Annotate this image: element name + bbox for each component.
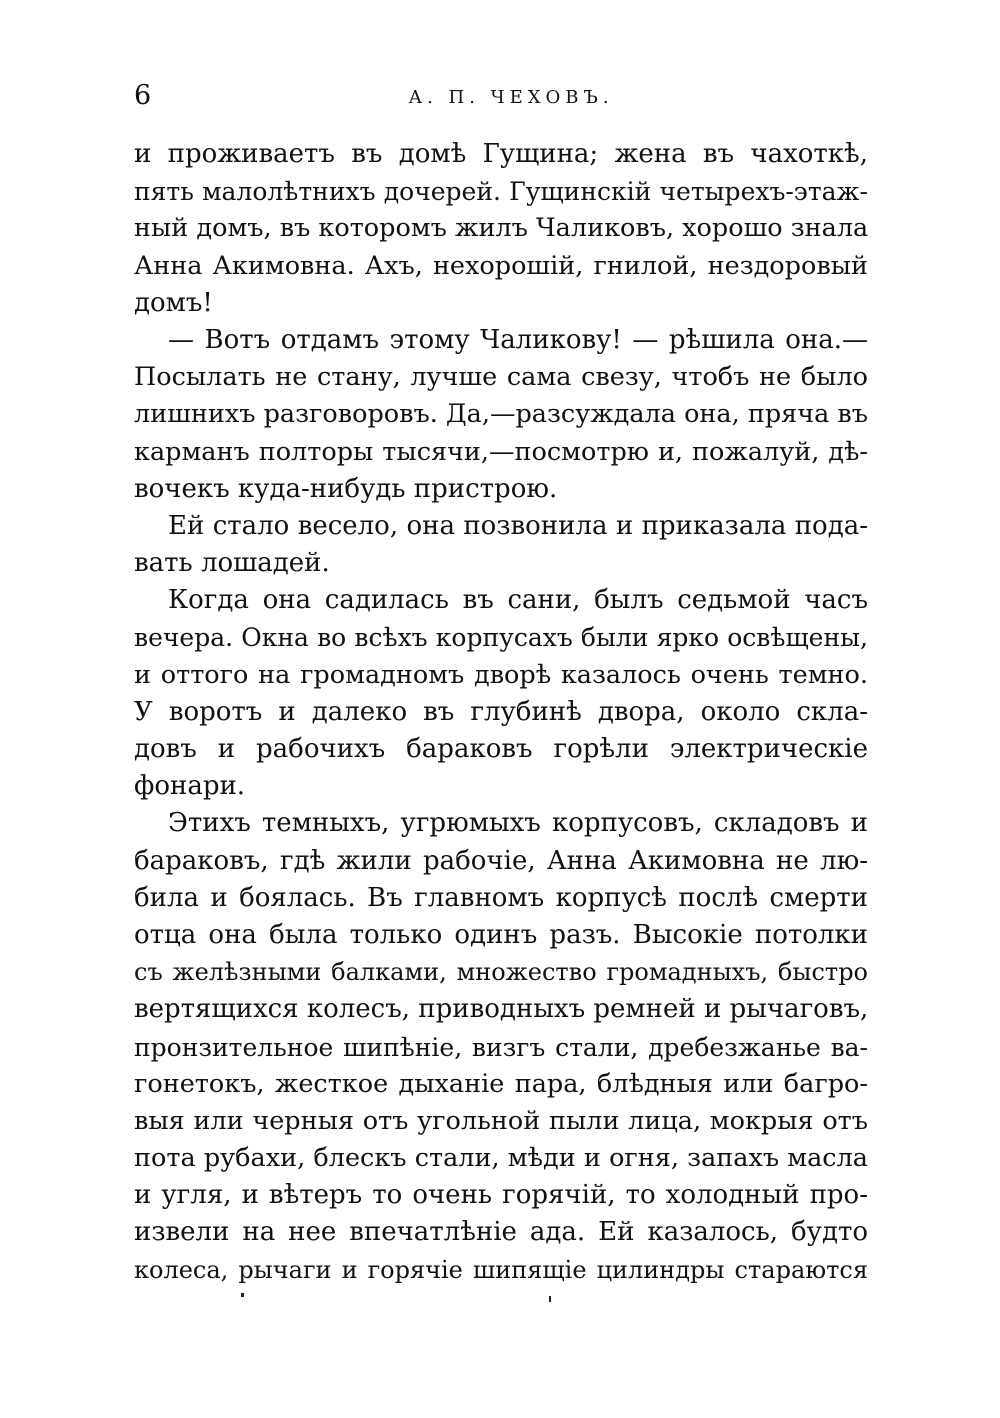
text-line: и проживаетъ въ домѣ Гущина; жена въ чахоткѣ,: [134, 139, 868, 169]
text-line: пронзительное шипѣніе, визгъ стали, дребезжанье ва-: [134, 1032, 868, 1062]
body-text: [134, 136, 868, 1289]
text-line: выя или черныя отъ угольной пыли лица, мокрыя отъ: [134, 1105, 868, 1136]
text-line: и угля, и вѣтеръ то очень горячій, то холодный про-: [134, 1180, 868, 1211]
text-line: вать лошадей.: [134, 548, 330, 579]
text-line: лишнихъ разговоровъ. Да,—разсуждала она, пряча въ: [134, 399, 868, 430]
paragraph: [134, 322, 868, 508]
text-line: пота рубахи, блескъ стали, мѣди и огня, запахъ масла: [134, 1143, 868, 1174]
page-header: [134, 80, 868, 120]
text-line: Посылать не стану, лучше сама свезу, чтобъ не было: [134, 362, 868, 393]
text-line: Анна Акимовна. Ахъ, нехорошій, гнилой, нездоровый: [134, 250, 868, 281]
text-line: колеса, рычаги и горячіе шипящіе цилиндры стараются: [134, 1255, 868, 1284]
text-line: домъ!: [134, 287, 213, 318]
text-line: и оттого на громадномъ дворѣ казалось очень темно.: [134, 659, 868, 690]
text-line: фонари.: [134, 771, 246, 802]
paragraph: [134, 805, 868, 1288]
paragraph: [134, 136, 868, 322]
text-line: ный домъ, въ которомъ жилъ Чаликовъ, хорошо знала: [134, 213, 869, 244]
text-line: У воротъ и далеко въ глубинѣ двора, около скла-: [134, 696, 868, 727]
running-head: А. П. ЧЕХОВЪ.: [408, 87, 614, 108]
text-line: карманъ полторы тысячи,—посмотрю и, пожалуй, дѣ-: [134, 436, 868, 467]
text-line: бараковъ, гдѣ жили рабочіе, Анна Акимовна не лю-: [134, 845, 868, 876]
text-line: довъ и рабочихъ бараковъ горѣли электрическіе: [134, 734, 868, 764]
text-line: вочекъ куда-нибудь пристрою.: [134, 473, 558, 504]
page-number: 6: [134, 80, 152, 111]
text-line: Этихъ темныхъ, угрюмыхъ корпусовъ, складовъ и: [168, 808, 868, 839]
text-line: — Вотъ отдамъ этому Чаликову! — рѣшила она.—: [168, 324, 868, 355]
text-line: била и боялась. Въ главномъ корпусѣ послѣ смерти: [134, 882, 868, 913]
paragraph: [134, 508, 868, 582]
text-line: съ желѣзными балками, множество громадныхъ, быстро: [134, 958, 868, 987]
text-line: Ей стало весело, она позвонила и приказала пода-: [168, 510, 868, 541]
paragraph: [134, 582, 868, 805]
text-line: гонетокъ, жесткое дыханіе пара, блѣдныя или багро-: [134, 1068, 868, 1099]
text-line: пять малолѣтнихъ дочерей. Гущинскій четырехъ-этаж-: [134, 177, 868, 207]
text-line: отца она была только одинъ разъ. Высокіе потолки: [134, 919, 868, 950]
text-line: вечера. Окна во всѣхъ корпусахъ были ярко освѣщены,: [134, 623, 868, 653]
text-line: вертящихся колесъ, приводныхъ ремней и рычаговъ,: [134, 994, 869, 1025]
scan-speck: [549, 1296, 551, 1302]
text-line: Когда она садилась въ сани, былъ седьмой часъ: [168, 585, 868, 616]
text-line: извели на нее впечатлѣніе ада. Ей казалось, будто: [134, 1217, 868, 1248]
scan-speck: [241, 1293, 244, 1297]
